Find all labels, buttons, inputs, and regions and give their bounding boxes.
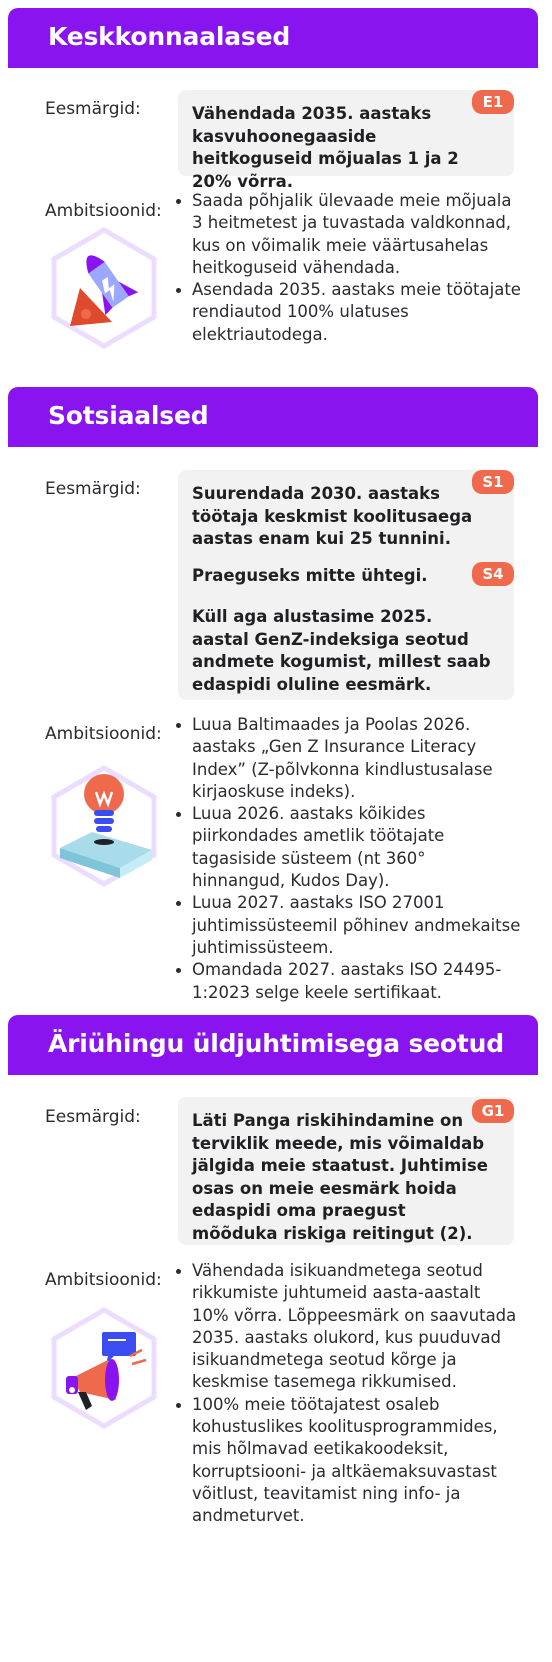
megaphone-icon bbox=[42, 1306, 166, 1430]
goal-badge: S1 bbox=[472, 470, 514, 494]
goal-badge: S4 bbox=[472, 562, 514, 586]
list-item: 100% meie töötajatest osaleb kohustuslikes koolitusprogrammides, mis hõlmavad eetikakoodeksit, korruptsiooni- ja altkäemaksuvastast võitlust, teavitamist ning info- ja andmeturvet. bbox=[172, 1394, 522, 1528]
ambitions-list bbox=[172, 1260, 522, 1528]
goals-label: Eesmärgid: bbox=[45, 1107, 141, 1127]
goals-label: Eesmärgid: bbox=[45, 99, 141, 119]
section-header-social bbox=[8, 387, 538, 447]
section-title: Keskkonnaalased bbox=[48, 22, 291, 51]
goal-box bbox=[178, 90, 514, 191]
section-header-environmental bbox=[8, 8, 538, 68]
goal-badge: E1 bbox=[472, 90, 514, 114]
lightbulb-book-icon bbox=[42, 764, 166, 888]
goals-label: Eesmärgid: bbox=[45, 479, 141, 499]
goal-text: Küll aga alustasime 2025. aastal GenZ-indeksiga seotud andmete kogumist, millest saab edaspidi oluline eesmärk. bbox=[192, 607, 491, 694]
section-title: Äriühingu üldjuhtimisega seotud bbox=[48, 1029, 504, 1058]
goal-text: Läti Panga riskihindamine on terviklik meede, mis võimaldab jälgida meie staatust. Juhtimise osas on meie eesmärk hoida edaspidi oma praegust mõõduka riskiga reitingut (2). bbox=[192, 1111, 488, 1243]
goal-box bbox=[178, 470, 514, 700]
list-item: Luua 2026. aastaks kõikides piirkondades ametlik töötajate tagasiside süsteem (nt 360° hinnangud, Kudos Day). bbox=[172, 803, 522, 892]
list-item: Luua 2027. aastaks ISO 27001 juhtimissüsteemil põhinev andmekaitse juhtimissüsteem. bbox=[172, 892, 522, 959]
list-item: Vähendada isikuandmetega seotud rikkumiste juhtumeid aasta-aastalt 10% võrra. Lõppeesmärk on saavutada 2035. aastaks olukord, kus puuduvad isikuandmetega seotud kõrge ja keskmise tasemega rikkumised. bbox=[172, 1260, 522, 1394]
goal-text: Praeguseks mitte ühtegi. bbox=[192, 566, 428, 585]
list-item: Asendada 2035. aastaks meie töötajate rendiautod 100% ulatuses elektriautodega. bbox=[172, 279, 522, 346]
rocket-icon bbox=[42, 226, 166, 350]
ambitions-list bbox=[172, 190, 522, 346]
list-item: Luua Baltimaades ja Poolas 2026. aastaks „Gen Z Insurance Literacy Index” (Z-põlvkonna kindlustusalase kirjaoskuse indeks). bbox=[172, 714, 522, 803]
list-item: Omandada 2027. aastaks ISO 24495-1:2023 selge keele sertifikaat. bbox=[172, 959, 522, 1004]
ambitions-label: Ambitsioonid: bbox=[45, 201, 162, 221]
goal-text: Vähendada 2035. aastaks kasvuhoonegaaside heitkoguseid mõjualas 1 ja 2 20% võrra. bbox=[192, 104, 459, 191]
list-item: Saada põhjalik ülevaade meie mõjuala 3 heitmetest ja tuvastada valdkonnad, kus on võimalik meie väärtusahelas heitkoguseid vähendada. bbox=[172, 190, 522, 279]
section-header-governance bbox=[8, 1015, 538, 1075]
section-title: Sotsiaalsed bbox=[48, 401, 209, 430]
goal-badge: G1 bbox=[472, 1099, 514, 1123]
ambitions-list bbox=[172, 714, 522, 1004]
ambitions-label: Ambitsioonid: bbox=[45, 1270, 162, 1290]
goal-text: Suurendada 2030. aastaks töötaja keskmist koolitusaega aastas enam kui 25 tunnini. bbox=[192, 484, 473, 548]
goal-box bbox=[178, 1097, 514, 1245]
ambitions-label: Ambitsioonid: bbox=[45, 724, 162, 744]
